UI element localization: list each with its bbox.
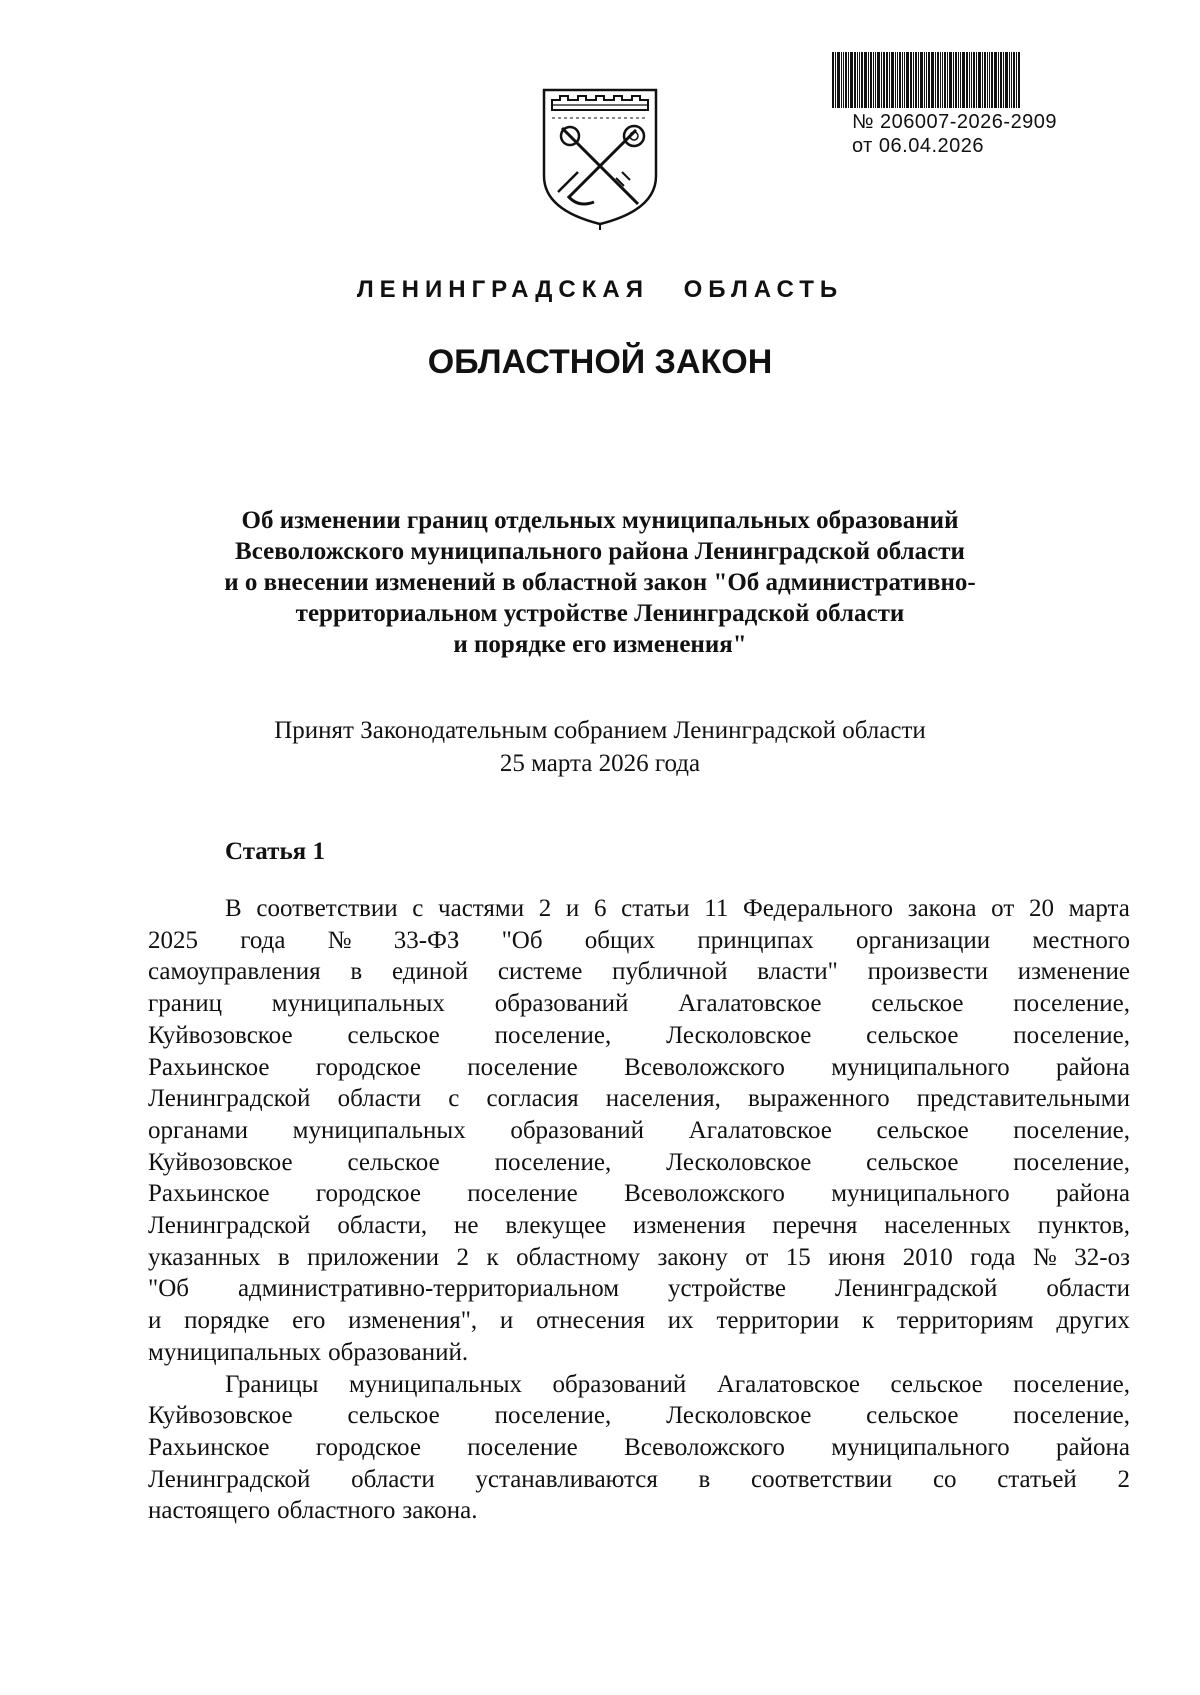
word: Рахьинское xyxy=(148,1053,270,1081)
barcode-bar xyxy=(915,52,917,108)
paragraph-line xyxy=(148,925,1130,957)
barcode-bar xyxy=(984,52,986,108)
registration-stamp xyxy=(832,52,1092,158)
paragraph-line xyxy=(148,1147,1130,1179)
word: представительными xyxy=(916,1085,1130,1113)
barcode-bar xyxy=(1005,52,1008,108)
word: системе xyxy=(497,958,583,986)
barcode-bar xyxy=(969,52,970,108)
barcode-bar xyxy=(920,52,923,108)
barcode-bar xyxy=(918,52,919,108)
word: органами xyxy=(148,1116,249,1144)
word: июня xyxy=(828,1243,886,1271)
word: устанавливаются xyxy=(475,1465,658,1493)
word: областного xyxy=(277,1497,396,1525)
word: "Об xyxy=(148,1275,189,1303)
word: сельское xyxy=(347,1402,440,1430)
word: к xyxy=(861,1307,875,1335)
word: муниципального xyxy=(831,1053,1010,1081)
word: власти" xyxy=(757,958,838,986)
barcode-bar xyxy=(944,52,946,108)
barcode-bar xyxy=(960,52,961,108)
word: 2 xyxy=(538,895,552,922)
barcode-bar xyxy=(857,52,858,108)
paragraph-line xyxy=(148,1369,1130,1401)
word: 33-ФЗ xyxy=(393,926,460,954)
word: соответствии xyxy=(256,895,398,922)
word: с xyxy=(448,1085,460,1113)
word: образований xyxy=(552,1370,687,1398)
word: территории xyxy=(716,1307,840,1335)
word: муниципальных xyxy=(348,1370,523,1398)
barcode-bar xyxy=(973,52,975,108)
word: местного xyxy=(1032,926,1130,954)
word: муниципального xyxy=(831,1180,1010,1208)
barcode-bar xyxy=(883,52,885,108)
barcode xyxy=(832,52,1092,108)
word: области xyxy=(1046,1275,1130,1303)
barcode-bar xyxy=(899,52,901,108)
word: поселение xyxy=(467,1433,578,1461)
paragraph-line xyxy=(148,1210,1130,1242)
word: Куйвозовское xyxy=(148,1402,293,1430)
word: 2010 xyxy=(902,1243,953,1271)
word: образований xyxy=(510,1116,645,1144)
paragraph-line xyxy=(148,1115,1130,1147)
paragraph-line xyxy=(148,1305,1130,1337)
word: отнесения xyxy=(536,1307,646,1335)
barcode-bar xyxy=(1016,52,1017,108)
barcode-bar xyxy=(877,52,880,108)
word: 15 xyxy=(785,1243,811,1271)
word: марта xyxy=(1068,895,1130,922)
word: 2025 xyxy=(148,926,198,954)
barcode-bar xyxy=(958,52,959,108)
paragraph-line xyxy=(148,1083,1130,1115)
barcode-bar xyxy=(931,52,934,108)
word: статьей xyxy=(997,1465,1077,1493)
word: городское xyxy=(315,1180,421,1208)
word: поселение, xyxy=(1013,1370,1130,1398)
word: 6 xyxy=(593,895,607,922)
word: со xyxy=(932,1465,957,1493)
word: от xyxy=(991,895,1015,922)
barcode-bar xyxy=(1009,52,1010,108)
word: в xyxy=(698,1465,711,1493)
law-title-line: Всеволожского муниципального района Ленинградской области xyxy=(235,538,965,565)
word: соответствии xyxy=(751,1465,893,1493)
paragraph-line xyxy=(148,1432,1130,1464)
word: сельское xyxy=(866,1021,959,1049)
barcode-bar xyxy=(949,52,952,108)
barcode-bar xyxy=(935,52,936,108)
word: приложении xyxy=(307,1243,439,1271)
word: Лесколовское xyxy=(666,1402,812,1430)
word: области, xyxy=(337,1212,428,1240)
paragraph-line xyxy=(148,1495,1130,1527)
word: муниципальных xyxy=(292,1116,466,1144)
word: поселение, xyxy=(1013,1116,1130,1144)
word: поселение, xyxy=(1013,990,1130,1018)
word: населенных xyxy=(884,1212,1011,1240)
barcode-bar xyxy=(841,52,842,108)
word: района xyxy=(1055,1433,1130,1461)
barcode-bar xyxy=(910,52,912,108)
word: указанных xyxy=(148,1243,261,1271)
paragraph-line xyxy=(148,1273,1130,1305)
barcode-bar xyxy=(875,52,876,108)
word: настоящего xyxy=(148,1497,271,1525)
word: принципах xyxy=(697,926,814,954)
word: организации xyxy=(855,926,991,954)
adoption-line: Принят Законодательным собранием Ленинградской области xyxy=(274,717,926,744)
word: поселение, xyxy=(494,1148,612,1176)
word: произвести xyxy=(867,958,989,986)
word: согласия xyxy=(486,1085,579,1113)
word: территориям xyxy=(896,1307,1034,1335)
word: изменение xyxy=(1017,958,1130,986)
barcode-bar xyxy=(832,52,834,108)
barcode-bar xyxy=(895,52,896,108)
barcode-bar xyxy=(928,52,930,108)
barcode-bar xyxy=(1013,52,1015,108)
barcode-bar xyxy=(868,52,869,108)
law-type-heading: ОБЛАСТНОЙ ЗАКОН xyxy=(427,343,773,381)
word: сельское xyxy=(876,1116,969,1144)
barcode-bar xyxy=(886,52,888,108)
word: сельское xyxy=(871,990,964,1018)
word: порядке xyxy=(184,1307,270,1335)
word: года xyxy=(970,1243,1016,1271)
barcode-bar xyxy=(966,52,968,108)
word: года xyxy=(240,926,286,954)
barcode-bar xyxy=(971,52,972,108)
word: городское xyxy=(315,1433,421,1461)
word: 2 xyxy=(456,1243,469,1271)
barcode-bar xyxy=(843,52,844,108)
barcode-bar xyxy=(889,52,890,108)
barcode-bar xyxy=(845,52,847,108)
word: от xyxy=(745,1243,769,1271)
word: и xyxy=(499,1307,514,1335)
word: перечня xyxy=(772,1212,858,1240)
word: В xyxy=(225,895,242,922)
barcode-bar xyxy=(859,52,860,108)
word: Агалатовское xyxy=(716,1370,861,1398)
word: Лесколовское xyxy=(666,1148,812,1176)
barcode-bar xyxy=(937,52,939,108)
barcode-bar xyxy=(1018,52,1020,108)
word: населения, xyxy=(605,1085,721,1113)
barcode-bar xyxy=(902,52,903,108)
word: Всеволожского xyxy=(624,1053,785,1081)
word: сельское xyxy=(866,1148,959,1176)
word: муниципальных xyxy=(271,990,445,1018)
word: поселение xyxy=(467,1180,578,1208)
word: Агалатовское xyxy=(678,990,822,1018)
word: района xyxy=(1055,1180,1130,1208)
law-title-line: территориальном устройстве Ленинградской области xyxy=(295,600,905,627)
barcode-bar xyxy=(904,52,905,108)
barcode-bar xyxy=(942,52,943,108)
barcode-bar xyxy=(955,52,957,108)
word: сельское xyxy=(347,1148,440,1176)
barcode-bar xyxy=(873,52,874,108)
registration-date: от 06.04.2026 xyxy=(852,135,984,157)
word: и xyxy=(148,1307,162,1335)
word: поселение, xyxy=(494,1021,612,1049)
word: области xyxy=(351,1465,435,1493)
word: поселение, xyxy=(1013,1021,1130,1049)
word: границ xyxy=(148,990,222,1018)
word: других xyxy=(1056,1307,1130,1335)
barcode-bar xyxy=(1000,52,1002,108)
word: сельское xyxy=(890,1370,983,1398)
word: сельское xyxy=(347,1021,440,1049)
adoption-note xyxy=(140,714,1060,780)
word: поселение, xyxy=(1013,1402,1130,1430)
word: Куйвозовское xyxy=(148,1021,293,1049)
word: Ленинградской xyxy=(148,1465,311,1493)
barcode-bar xyxy=(940,52,941,108)
barcode-bar xyxy=(987,52,988,108)
word: Рахьинское xyxy=(148,1180,270,1208)
paragraph-line xyxy=(148,1242,1130,1274)
law-title-line: и о внесении изменений в областной закон "Об административно- xyxy=(224,569,976,596)
barcode-bar xyxy=(848,52,849,108)
word: с xyxy=(412,895,424,922)
barcode-bar xyxy=(994,52,997,108)
word: Ленинградской xyxy=(834,1275,998,1303)
barcode-bar xyxy=(906,52,909,108)
paragraph-line xyxy=(148,1464,1130,1496)
barcode-bar xyxy=(1011,52,1012,108)
law-title-line: и порядке его изменения" xyxy=(453,631,747,658)
word: самоуправления xyxy=(148,958,321,986)
barcode-bar xyxy=(947,52,948,108)
adoption-date: 25 марта 2026 года xyxy=(499,750,701,777)
barcode-bar xyxy=(978,52,981,108)
word: 2 xyxy=(1117,1465,1130,1493)
word: образований xyxy=(494,990,629,1018)
word: единой xyxy=(391,958,469,986)
barcode-bar xyxy=(926,52,927,108)
word: Агалатовское xyxy=(688,1116,832,1144)
word: не xyxy=(454,1212,479,1240)
barcode-bar xyxy=(924,52,925,108)
word: выраженного xyxy=(747,1085,890,1113)
paragraph-line xyxy=(148,956,1130,988)
law-title xyxy=(140,505,1060,660)
barcode-bar xyxy=(989,52,990,108)
word: закона xyxy=(907,895,977,922)
word: устройстве xyxy=(668,1275,787,1303)
word: городское xyxy=(315,1053,421,1081)
paragraph-line xyxy=(148,1020,1130,1052)
word: области xyxy=(337,1085,422,1113)
barcode-bar xyxy=(1003,52,1004,108)
word: поселение, xyxy=(1013,1148,1130,1176)
word: 11 xyxy=(704,895,729,922)
word: в xyxy=(350,958,363,986)
word: областному xyxy=(516,1243,640,1271)
law-title-line: Об изменении границ отдельных муниципальных образований xyxy=(241,507,959,534)
word: 32-оз xyxy=(1074,1243,1130,1271)
barcode-bar xyxy=(881,52,882,108)
word: № xyxy=(1032,1243,1057,1271)
word: муниципального xyxy=(831,1433,1010,1461)
word: к xyxy=(486,1243,499,1271)
barcode-bar xyxy=(982,52,983,108)
word: его xyxy=(292,1307,326,1335)
word: поселение xyxy=(467,1053,578,1081)
barcode-bar xyxy=(913,52,914,108)
word: Лесколовское xyxy=(666,1021,812,1049)
barcode-bar xyxy=(891,52,894,108)
word: № xyxy=(327,926,352,954)
word: "Об xyxy=(501,926,543,954)
word: Ленинградской xyxy=(148,1212,311,1240)
word: изменения", xyxy=(348,1307,478,1335)
paragraph-line xyxy=(148,1400,1130,1432)
word: сельское xyxy=(866,1402,959,1430)
word: и xyxy=(565,895,580,922)
barcode-bar xyxy=(998,52,999,108)
word: Всеволожского xyxy=(624,1433,785,1461)
word: их xyxy=(667,1307,694,1335)
word: закона. xyxy=(402,1497,478,1525)
word: общих xyxy=(584,926,656,954)
article-body xyxy=(148,893,1130,1527)
word: района xyxy=(1055,1053,1130,1081)
paragraph-line xyxy=(148,1052,1130,1084)
barcode-bar xyxy=(962,52,965,108)
word: в xyxy=(277,1243,290,1271)
word: Федерального xyxy=(742,895,894,922)
word: частями xyxy=(438,895,525,922)
word: муниципальных xyxy=(148,1338,322,1366)
paragraph-line xyxy=(148,893,1130,925)
barcode-bar xyxy=(835,52,836,108)
barcode-bar xyxy=(850,52,853,108)
word: 20 xyxy=(1028,895,1054,922)
paragraph-line xyxy=(148,1178,1130,1210)
word: влекущее xyxy=(505,1212,607,1240)
word: пунктов, xyxy=(1037,1212,1130,1240)
paragraph-line xyxy=(148,1337,1130,1369)
word: Рахьинское xyxy=(148,1433,270,1461)
barcode-bar xyxy=(837,52,840,108)
barcode-bar xyxy=(976,52,977,108)
barcode-bar xyxy=(953,52,954,108)
article-heading: Статья 1 xyxy=(225,838,325,865)
word: закону xyxy=(657,1243,728,1271)
barcode-bar xyxy=(991,52,993,108)
word: Куйвозовское xyxy=(148,1148,293,1176)
word: статьи xyxy=(621,895,690,922)
word: образований. xyxy=(328,1338,469,1366)
registration-number: № 206007-2026-2909 xyxy=(852,111,1058,133)
region-heading: ЛЕНИНГРАДСКАЯ ОБЛАСТЬ xyxy=(356,276,844,303)
barcode-bar xyxy=(854,52,856,108)
paragraph-line xyxy=(148,988,1130,1020)
barcode-bar xyxy=(870,52,872,108)
barcode-bar xyxy=(897,52,898,108)
word: поселение, xyxy=(494,1402,612,1430)
coat-of-arms-icon xyxy=(538,84,662,230)
word: Всеволожского xyxy=(624,1180,785,1208)
barcode-bar xyxy=(864,52,867,108)
word: административно-территориальном xyxy=(237,1275,620,1303)
barcode-bar xyxy=(861,52,863,108)
word: Ленинградской xyxy=(148,1085,311,1113)
word: публичной xyxy=(612,958,728,986)
word: изменения xyxy=(633,1212,746,1240)
word: Границы xyxy=(225,1370,319,1398)
